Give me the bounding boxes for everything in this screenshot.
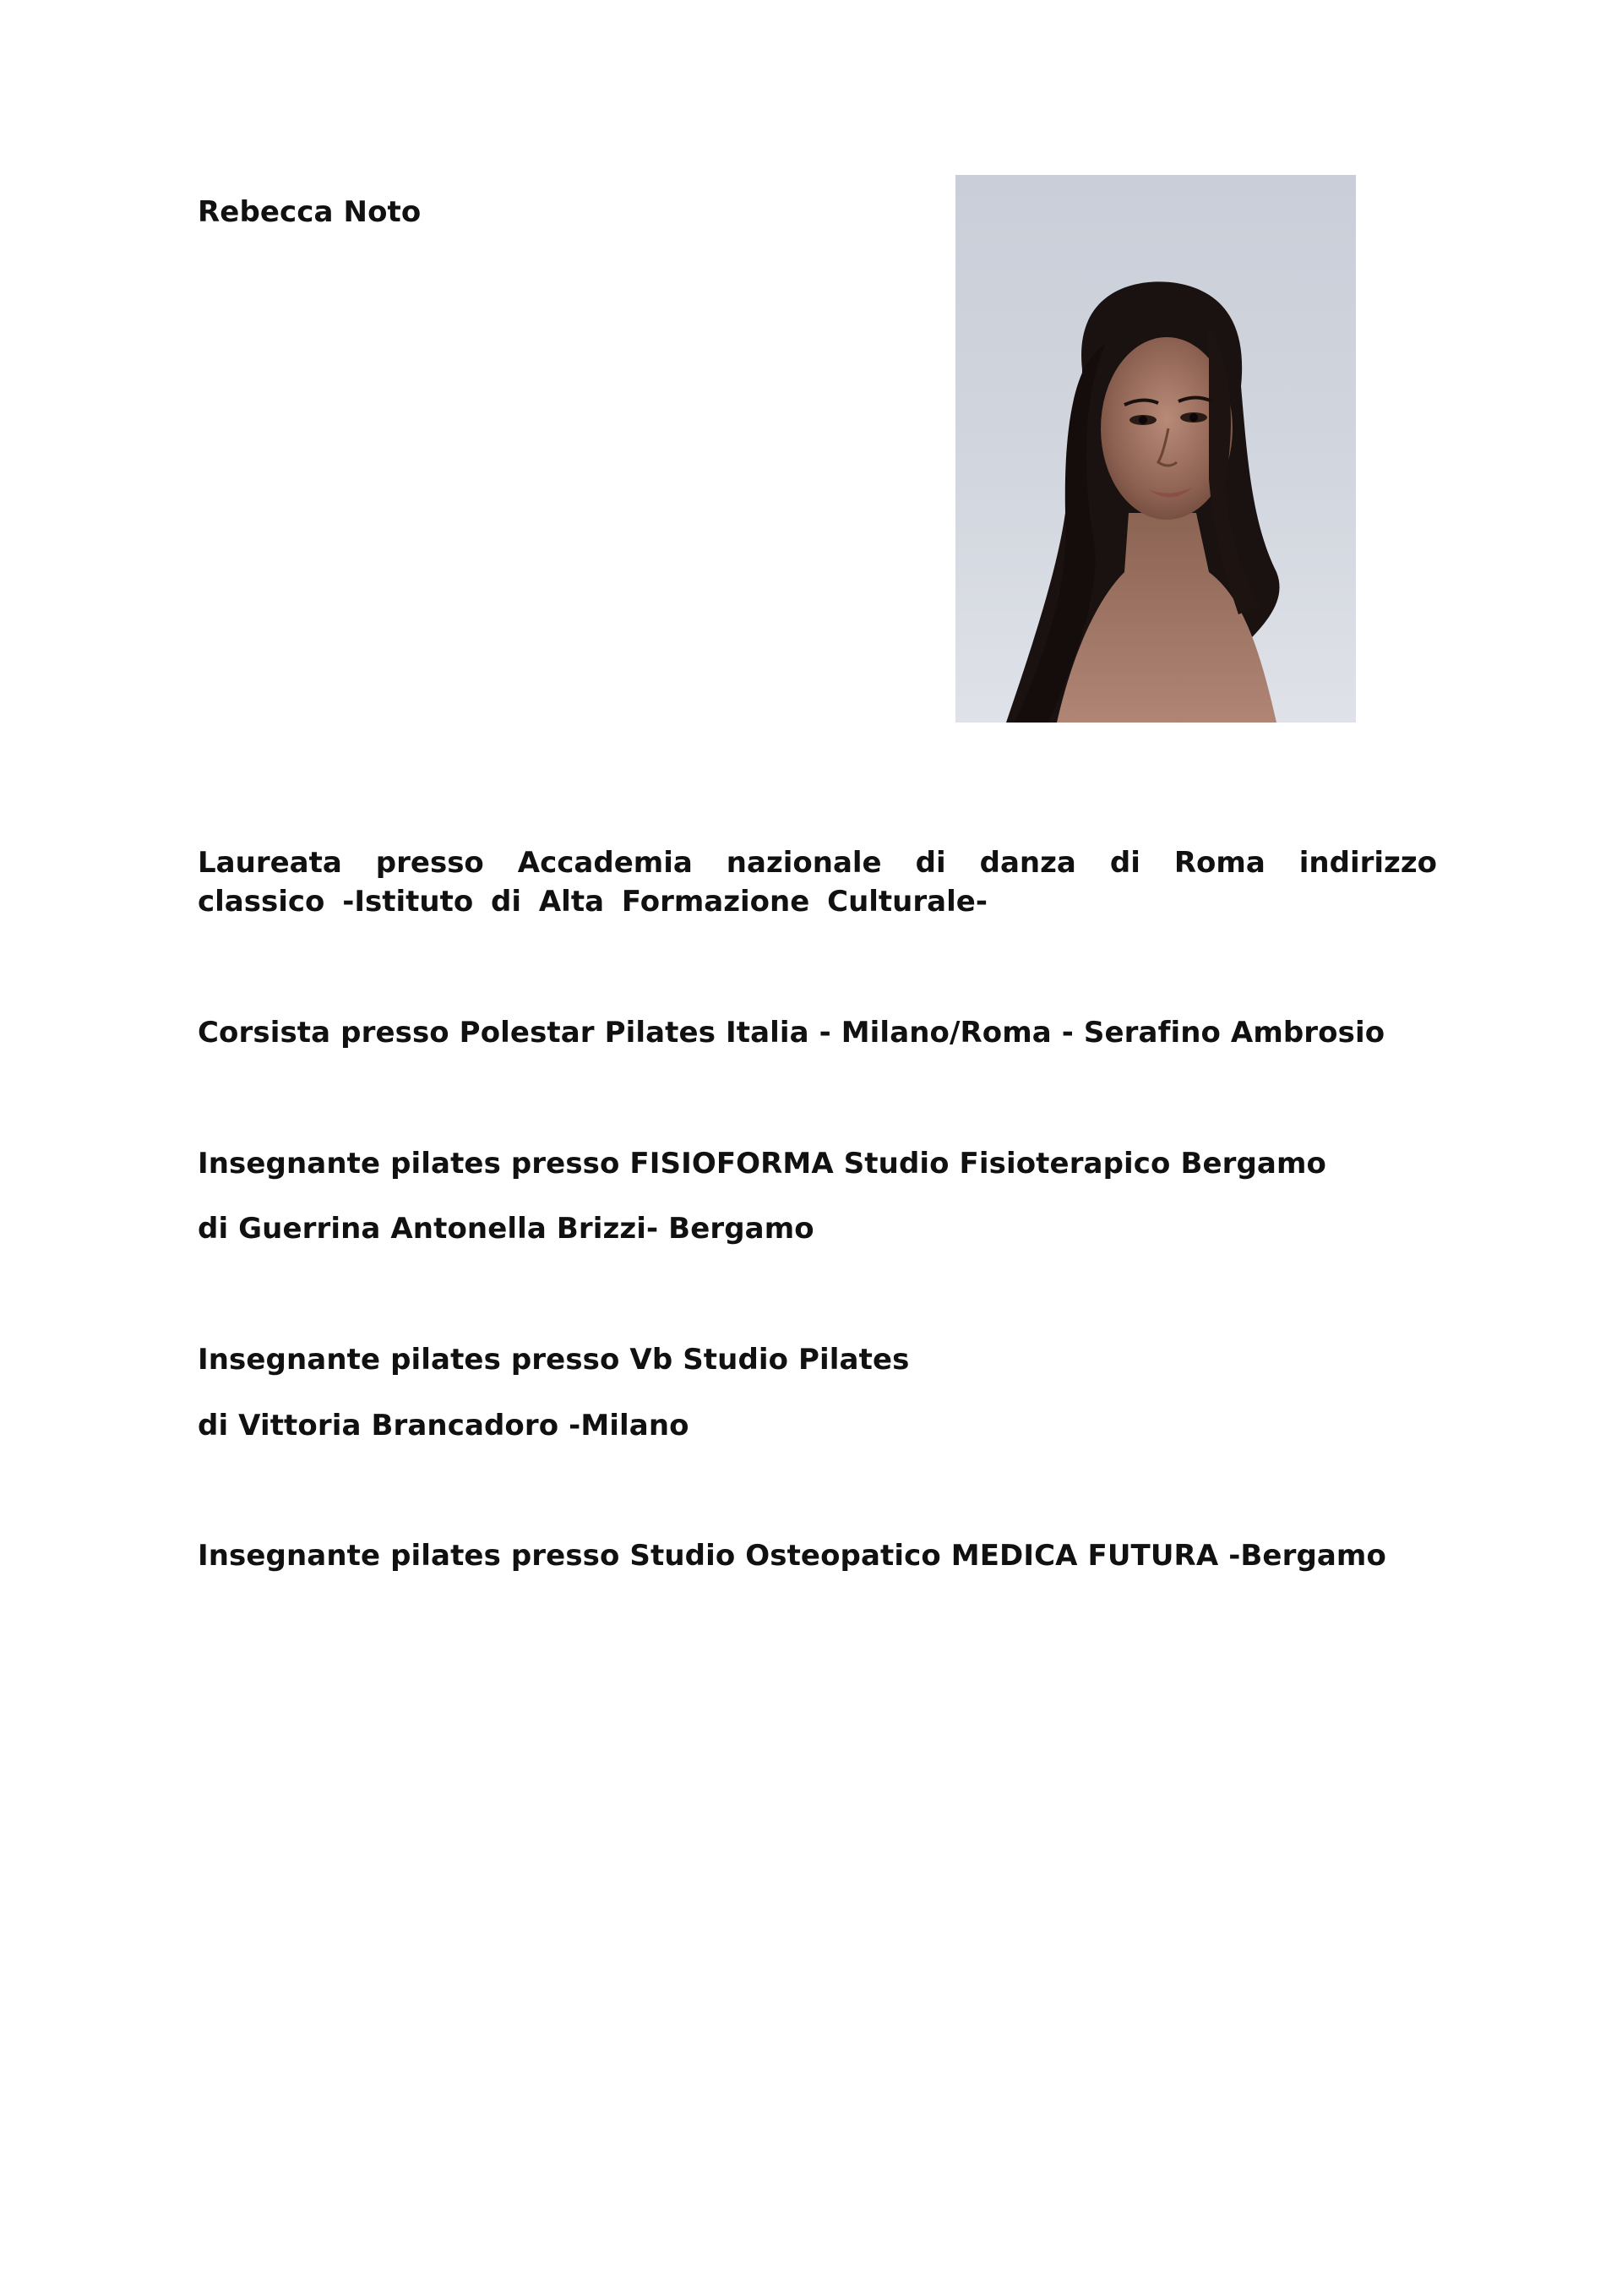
course-line: Corsista presso Polestar Pilates Italia - Milano/Roma - Serafino Ambrosio <box>198 1016 1385 1050</box>
portrait-photo <box>955 175 1356 723</box>
job-line-vb-studio: Insegnante pilates presso Vb Studio Pilates <box>198 1343 910 1377</box>
job-line-medica-futura: Insegnante pilates presso Studio Osteopatico MEDICA FUTURA -Bergamo <box>198 1539 1386 1573</box>
job-line-fisioforma-owner: di Guerrina Antonella Brizzi- Bergamo <box>198 1212 814 1246</box>
education-paragraph: Laureata presso Accademia nazionale di danza di Roma indirizzo classico -Istituto di Alta Formazione Culturale- <box>198 846 1437 919</box>
job-line-fisioforma: Insegnante pilates presso FISIOFORMA Studio Fisioterapico Bergamo <box>198 1147 1326 1181</box>
job-line-vb-studio-owner: di Vittoria Brancadoro -Milano <box>198 1409 689 1442</box>
person-name: Rebecca Noto <box>198 195 422 229</box>
